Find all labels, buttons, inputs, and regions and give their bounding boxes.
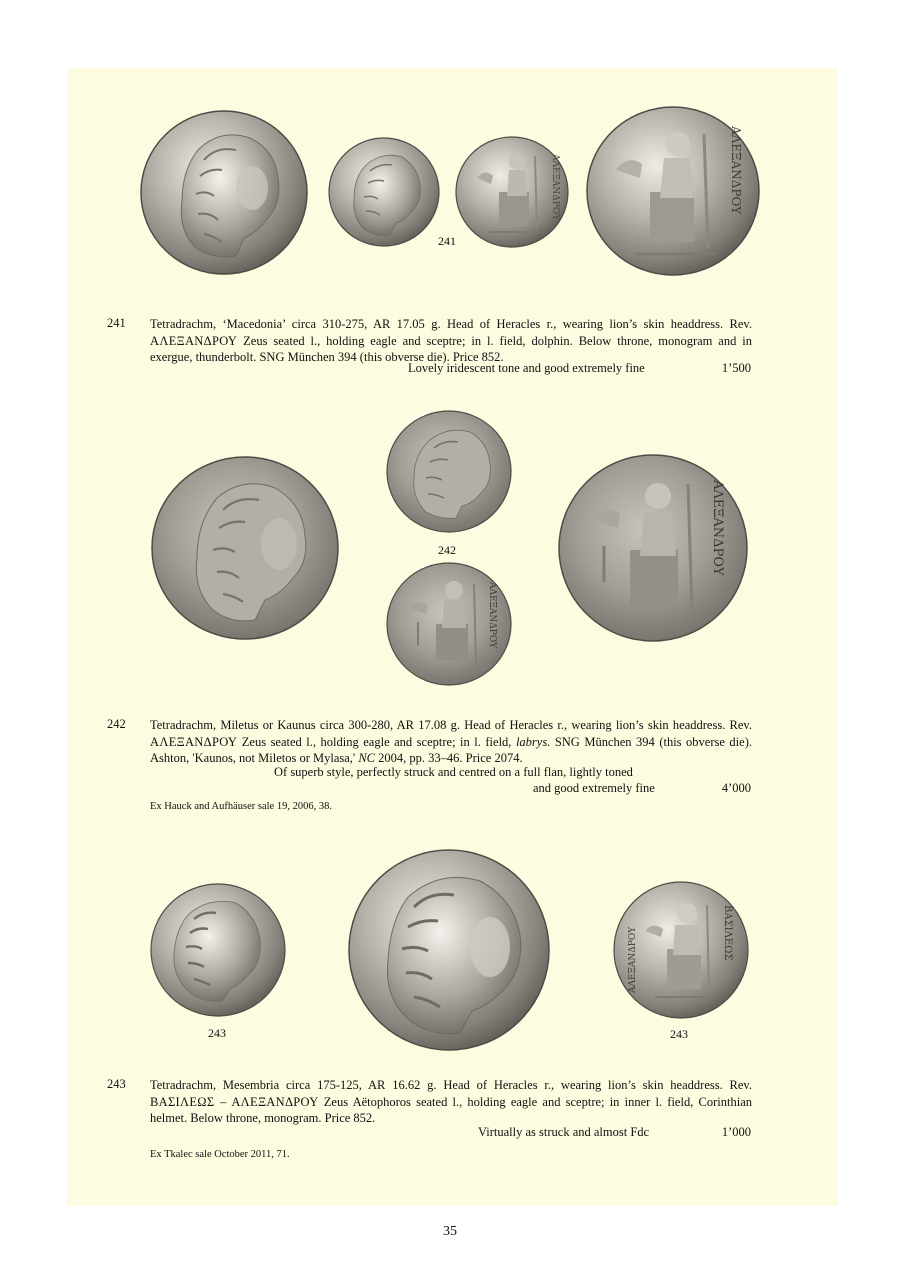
coin-242-obverse-small: [386, 410, 512, 533]
estimate-242: 4’000: [721, 781, 751, 795]
coin-241-reverse-small-legend: ΑΛΕΞΑΝΔΡΟΥ: [550, 154, 560, 221]
lot-number-241: 241: [107, 316, 126, 330]
coin-241-reverse-small: [455, 136, 569, 248]
coin-241-obverse-small: [328, 137, 440, 247]
lot-description-243: Tetradrachm, Mesembria circa 175-125, AR 16.62 g. Head of Heracles r., wearing lion’s skin headdress. Rev. ΒΑΣΙΛΕΩΣ – ΑΛΕΞΑΝΔΡΟΥ Zeus Aëtophoros seated l., holding eagle and sceptre; in inner l. field, Corinthian helmet. Below throne, monogram. Price 852.: [150, 1078, 752, 1125]
coin-243-obverse-large: [348, 849, 550, 1051]
coin-243-reverse: [613, 881, 749, 1019]
coin-242-reverse-small-legend: ΑΛΕΞΑΝΔΡΟΥ: [487, 582, 497, 649]
legend-241: ΑΛΕΞΑΝΔΡΟΥ: [150, 333, 238, 348]
coin-242-reverse-large: [558, 454, 748, 642]
provenance-243: Ex Tkalec sale October 2011, 71.: [150, 1149, 290, 1160]
estimate-241: 1’500: [721, 361, 751, 375]
coin-243-reverse-legend-left: ΑΛΕΞΑΝΔΡΟΥ: [628, 926, 638, 993]
plate-label-242: 242: [438, 543, 456, 557]
coin-243-obverse-small: [150, 883, 286, 1017]
provenance-242: Ex Hauck and Aufhäuser sale 19, 2006, 38.: [150, 801, 332, 812]
lot-description-241: Tetradrachm, ‘Macedonia’ circa 310-275, AR 17.05 g. Head of Heracles r., wearing lion’s skin headdress. Rev. ΑΛΕΞΑΝΔΡΟΥ Zeus seated l., holding eagle and sceptre; in l. field, dolphin. Below throne, monogram and in exergue, thunderbolt. SNG München 394 (this obverse die). Price 852.: [150, 317, 752, 364]
grade-241: Lovely iridescent tone and good extremely fine: [408, 361, 645, 375]
coin-242-obverse-large: [151, 456, 339, 640]
legend-243: ΒΑΣΙΛΕΩΣ – ΑΛΕΞΑΝΔΡΟΥ: [150, 1094, 319, 1109]
page-number: 35: [443, 1224, 457, 1239]
coin-242-reverse-large-legend: ΑΛΕΞΑΝΔΡΟΥ: [710, 480, 725, 576]
coin-241-reverse-large: [586, 106, 760, 276]
legend-242: ΑΛΕΞΑΝΔΡΟΥ: [150, 734, 238, 749]
coin-242-reverse-small: [386, 562, 512, 686]
plate-label-243-right: 243: [670, 1027, 688, 1041]
lot-number-242: 242: [107, 717, 126, 731]
plate-label-241: 241: [438, 234, 456, 248]
estimate-243: 1’000: [721, 1125, 751, 1139]
coin-241-reverse-large-legend: ΑΛΕΞΑΝΔΡΟΥ: [729, 126, 743, 215]
coin-241-obverse-large: [140, 110, 308, 275]
plate-label-243-left: 243: [208, 1026, 226, 1040]
coin-243-reverse-legend-right: ΒΑΣΙΛΕΩΣ: [722, 905, 733, 961]
grade-243: Virtually as struck and almost Fdc: [478, 1125, 650, 1139]
lot-number-243: 243: [107, 1077, 126, 1091]
grade-242-line2: and good extremely fine: [533, 781, 655, 795]
grade-242-line1: Of superb style, perfectly struck and centred on a full flan, lightly toned: [274, 765, 633, 779]
lot-description-242: Tetradrachm, Miletus or Kaunus circa 300-280, AR 17.08 g. Head of Heracles r., wearing lion’s skin headdress. Rev. ΑΛΕΞΑΝΔΡΟΥ Zeus seated l., holding eagle and sceptre; in l. field, labrys. SNG München 394 (this obverse die). Ashton, 'Kaunos, not Miletos or Mylasa,' NC 2004, pp. 33–46. Price 2074.: [150, 718, 752, 765]
